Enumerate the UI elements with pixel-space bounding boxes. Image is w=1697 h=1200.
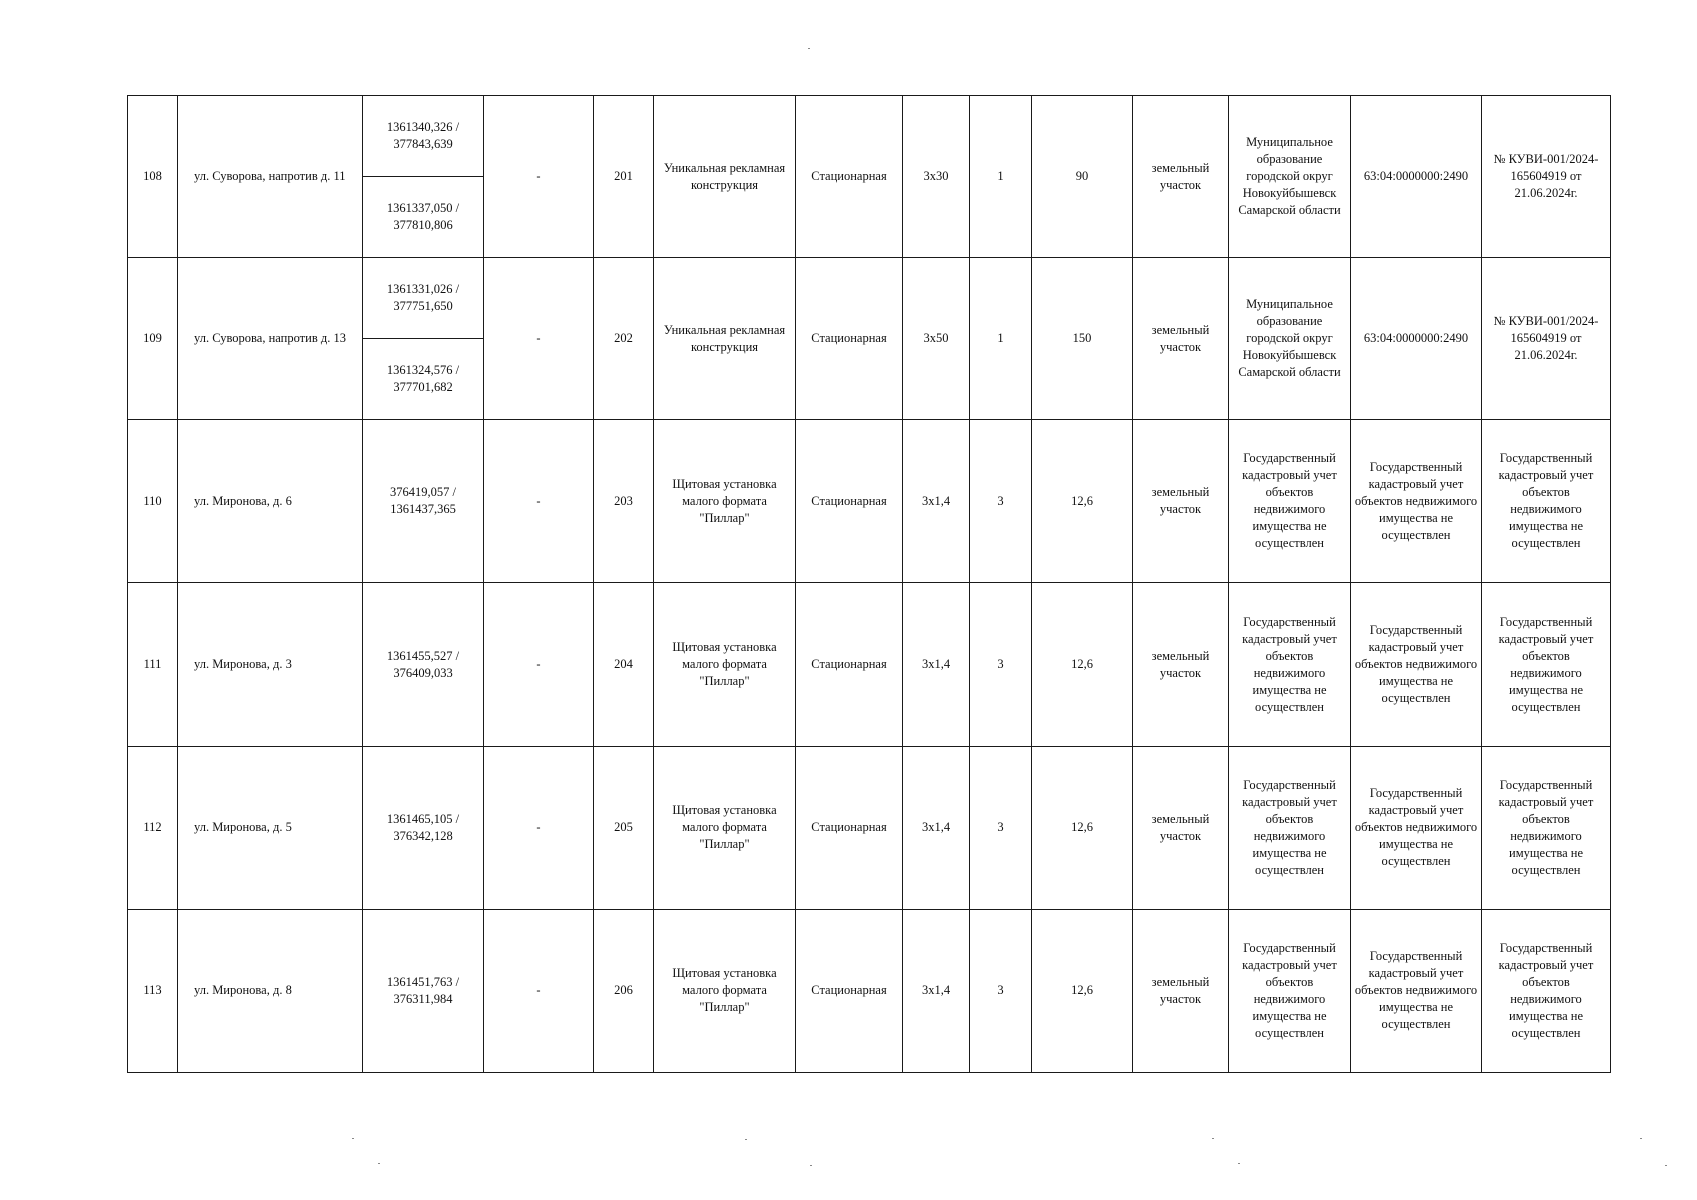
sides-cell: 3 — [970, 746, 1032, 909]
construction-kind-cell: Стационарная — [796, 583, 903, 746]
scan-speck — [745, 1139, 747, 1140]
size-cell: 3x1,4 — [903, 746, 970, 909]
table-row — [128, 420, 1611, 583]
row-number: 111 — [128, 583, 178, 746]
owner-cell: Муниципальное образование городской округ Новокуйбышевск Самарской области — [1229, 96, 1351, 258]
dash-cell: - — [484, 420, 594, 583]
address-cell: ул. Суворова, напротив д. 13 — [178, 258, 363, 420]
sides-cell: 3 — [970, 583, 1032, 746]
address-cell: ул. Суворова, напротив д. 11 — [178, 96, 363, 258]
owner-cell: Муниципальное образование городской округ Новокуйбышевск Самарской области — [1229, 258, 1351, 420]
cadastral-number-cell: 63:04:0000000:2490 — [1351, 96, 1482, 258]
construction-kind-cell: Стационарная — [796, 96, 903, 258]
cadastral-number-cell: Государственный кадастровый учет объектов недвижимого имущества не осуществлен — [1351, 746, 1482, 909]
area-cell: 12,6 — [1032, 583, 1133, 746]
document-cell: № КУВИ-001/2024-165604919 от 21.06.2024г. — [1482, 96, 1611, 258]
address-cell: ул. Миронова, д. 6 — [178, 420, 363, 583]
coordinates-cell: 1361340,326 / 377843,639 — [363, 96, 484, 177]
owner-cell: Государственный кадастровый учет объектов недвижимого имущества не осуществлен — [1229, 746, 1351, 909]
scan-speck — [1238, 1163, 1240, 1164]
cadastral-number-cell: 63:04:0000000:2490 — [1351, 258, 1482, 420]
row-number: 112 — [128, 746, 178, 909]
document-cell: Государственный кадастровый учет объектов недвижимого имущества не осуществлен — [1482, 420, 1611, 583]
coordinates-cell: 1361465,105 / 376342,128 — [363, 746, 484, 909]
coordinates-cell: 1361331,026 / 377751,650 — [363, 258, 484, 339]
table-row — [128, 746, 1611, 909]
registration-number-cell: 206 — [594, 909, 654, 1072]
registration-number-cell: 201 — [594, 96, 654, 258]
address-cell: ул. Миронова, д. 5 — [178, 746, 363, 909]
owner-cell: Государственный кадастровый учет объектов недвижимого имущества не осуществлен — [1229, 420, 1351, 583]
area-cell: 12,6 — [1032, 420, 1133, 583]
land-cell: земельный участок — [1133, 96, 1229, 258]
sides-cell: 3 — [970, 420, 1032, 583]
registration-number-cell: 204 — [594, 583, 654, 746]
area-cell: 12,6 — [1032, 909, 1133, 1072]
sides-cell: 1 — [970, 96, 1032, 258]
dash-cell: - — [484, 96, 594, 258]
construction-type-cell: Уникальная рекламная конструкция — [654, 258, 796, 420]
scan-speck — [352, 1138, 354, 1139]
scan-speck — [810, 1165, 812, 1166]
land-cell: земельный участок — [1133, 583, 1229, 746]
row-number: 109 — [128, 258, 178, 420]
row-number: 108 — [128, 96, 178, 258]
construction-kind-cell: Стационарная — [796, 420, 903, 583]
sides-cell: 3 — [970, 909, 1032, 1072]
construction-type-cell: Щитовая установка малого формата "Пиллар" — [654, 909, 796, 1072]
scan-speck — [378, 1163, 380, 1164]
construction-type-cell: Щитовая установка малого формата "Пиллар" — [654, 420, 796, 583]
row-number: 110 — [128, 420, 178, 583]
dash-cell: - — [484, 583, 594, 746]
table-row — [128, 909, 1611, 1072]
cadastral-number-cell: Государственный кадастровый учет объектов недвижимого имущества не осуществлен — [1351, 909, 1482, 1072]
construction-kind-cell: Стационарная — [796, 746, 903, 909]
construction-kind-cell: Стационарная — [796, 909, 903, 1072]
registration-number-cell: 202 — [594, 258, 654, 420]
document-cell: Государственный кадастровый учет объектов недвижимого имущества не осуществлен — [1482, 909, 1611, 1072]
address-cell: ул. Миронова, д. 8 — [178, 909, 363, 1072]
coordinates-cell: 1361451,763 / 376311,984 — [363, 909, 484, 1072]
owner-cell: Государственный кадастровый учет объектов недвижимого имущества не осуществлен — [1229, 583, 1351, 746]
land-cell: земельный участок — [1133, 420, 1229, 583]
sides-cell: 1 — [970, 258, 1032, 420]
dash-cell: - — [484, 258, 594, 420]
size-cell: 3x1,4 — [903, 420, 970, 583]
address-cell: ул. Миронова, д. 3 — [178, 583, 363, 746]
size-cell: 3x1,4 — [903, 909, 970, 1072]
row-number: 113 — [128, 909, 178, 1072]
coordinates-cell: 376419,057 / 1361437,365 — [363, 420, 484, 583]
scan-speck — [1212, 1138, 1214, 1139]
construction-type-cell: Щитовая установка малого формата "Пиллар" — [654, 746, 796, 909]
registry-table — [127, 95, 1611, 1073]
construction-type-cell: Щитовая установка малого формата "Пиллар" — [654, 583, 796, 746]
table-row — [128, 258, 1611, 339]
owner-cell: Государственный кадастровый учет объектов недвижимого имущества не осуществлен — [1229, 909, 1351, 1072]
size-cell: 3x1,4 — [903, 583, 970, 746]
coordinates-cell: 1361324,576 / 377701,682 — [363, 339, 484, 420]
land-cell: земельный участок — [1133, 258, 1229, 420]
dash-cell: - — [484, 909, 594, 1072]
size-cell: 3x30 — [903, 96, 970, 258]
cadastral-number-cell: Государственный кадастровый учет объектов недвижимого имущества не осуществлен — [1351, 420, 1482, 583]
land-cell: земельный участок — [1133, 909, 1229, 1072]
coordinates-cell: 1361455,527 / 376409,033 — [363, 583, 484, 746]
dash-cell: - — [484, 746, 594, 909]
scan-speck — [1665, 1165, 1667, 1166]
construction-type-cell: Уникальная рекламная конструкция — [654, 96, 796, 258]
document-cell: Государственный кадастровый учет объектов недвижимого имущества не осуществлен — [1482, 583, 1611, 746]
scan-speck — [1640, 1138, 1642, 1139]
area-cell: 150 — [1032, 258, 1133, 420]
size-cell: 3x50 — [903, 258, 970, 420]
table-row — [128, 96, 1611, 177]
construction-kind-cell: Стационарная — [796, 258, 903, 420]
scan-speck — [808, 48, 810, 49]
registration-number-cell: 203 — [594, 420, 654, 583]
registration-number-cell: 205 — [594, 746, 654, 909]
area-cell: 12,6 — [1032, 746, 1133, 909]
area-cell: 90 — [1032, 96, 1133, 258]
coordinates-cell: 1361337,050 / 377810,806 — [363, 177, 484, 258]
cadastral-number-cell: Государственный кадастровый учет объектов недвижимого имущества не осуществлен — [1351, 583, 1482, 746]
document-cell: Государственный кадастровый учет объектов недвижимого имущества не осуществлен — [1482, 746, 1611, 909]
land-cell: земельный участок — [1133, 746, 1229, 909]
table-row — [128, 583, 1611, 746]
document-cell: № КУВИ-001/2024-165604919 от 21.06.2024г. — [1482, 258, 1611, 420]
